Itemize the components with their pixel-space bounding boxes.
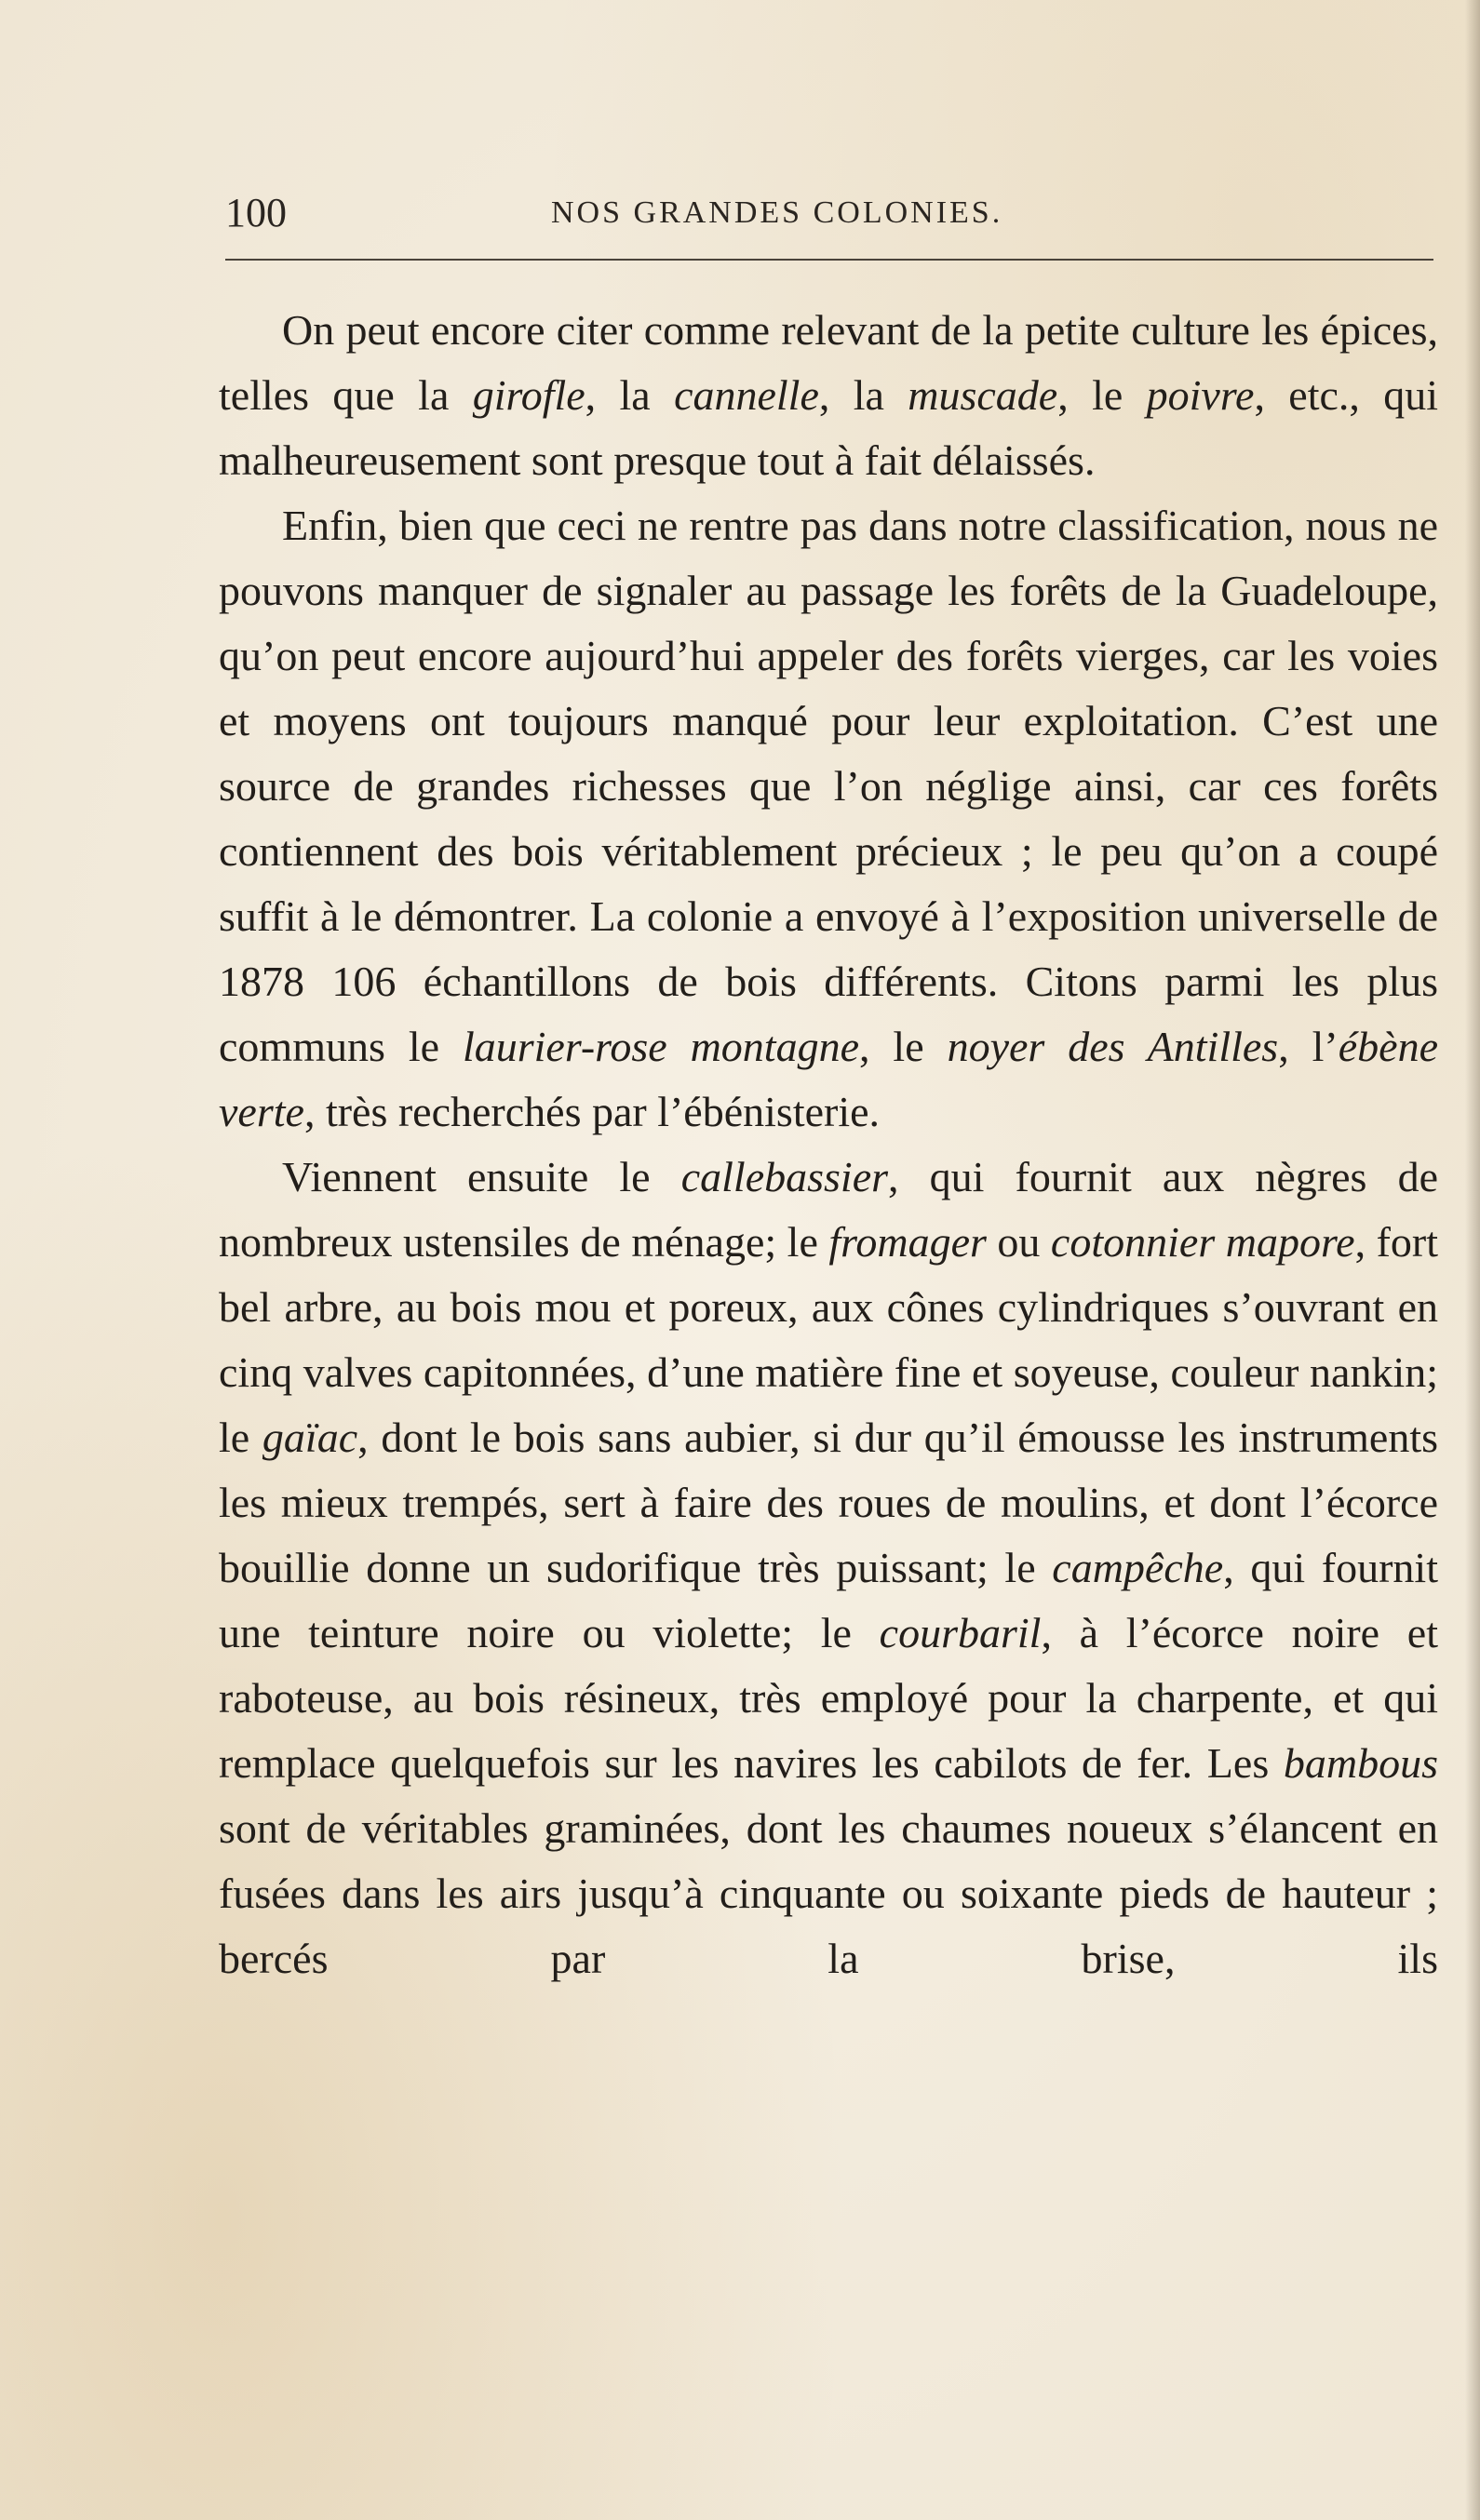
italic-term: girofle	[472, 371, 585, 419]
text-run: ou	[986, 1218, 1051, 1266]
paragraph	[219, 1145, 1438, 1991]
text-run: Viennent ensuite le	[282, 1153, 681, 1200]
text-run: , à l’écorce noire et raboteuse, au bois résineux, très employé pour la charpente, et qui remplace quelquefois sur les navires les cabilots de fer. Les	[219, 1609, 1439, 1787]
italic-term: cannelle	[674, 371, 819, 419]
text-run: , fort bel arbre, au bois mou et poreux, aux cônes cylindriques s’ouvrant en cinq valves capitonnées, d’une matière fine et soyeuse, couleur nankin; le	[219, 1218, 1438, 1461]
text-run: , très recherchés par l’ébénisterie.	[303, 1088, 881, 1135]
italic-term: campêche	[1052, 1544, 1224, 1591]
italic-term: courbaril	[879, 1609, 1042, 1656]
italic-term: fromager	[828, 1218, 987, 1266]
italic-term: ébène verte	[219, 1023, 1439, 1135]
page-header	[225, 181, 1435, 246]
text-run: , la	[585, 371, 675, 419]
text-run: , etc., qui malheureusement sont presque tout à fait délaissés.	[219, 371, 1439, 484]
paragraph	[219, 493, 1438, 1145]
italic-term: poivre	[1146, 371, 1255, 419]
text-run: , le	[859, 1023, 948, 1070]
page-edge-shadow	[1465, 0, 1480, 2520]
text-run: , qui fournit aux nègres de nombreux ustensiles de ménage; le	[219, 1153, 1438, 1266]
text-run: , la	[818, 371, 908, 419]
italic-term: callebassier	[680, 1153, 889, 1200]
text-run: , l’	[1278, 1023, 1339, 1070]
italic-term: muscade	[908, 371, 1058, 419]
italic-term: cotonnier mapore	[1050, 1218, 1355, 1266]
text-run: Enfin, bien que ceci ne rentre pas dans notre classification, nous ne pouvons manquer de signaler au passage les forêts de la Guadeloupe, qu’on peut encore aujourd’hui appeler des forêts vierges, car les voies et moyens ont toujours manqué pour leur exploitation. C’est une source de grandes richesses que l’on néglige ainsi, car ces forêts contiennent des bois véritablement précieux ; le peu qu’on a coupé suffit à le démontrer. La colonie a envoyé à l’exposition universelle de 1878 106 échantillons de bois différents. Citons parmi les plus communs le	[219, 502, 1438, 1070]
italic-term: bambous	[1283, 1739, 1438, 1787]
italic-term: laurier-rose montagne	[462, 1023, 859, 1070]
text-run: sont de véritables graminées, dont les chaumes noueux s’élancent en fusées dans les airs jusqu’à cinquante ou soixante pieds de hauteur ; bercés par la brise, ils	[219, 1804, 1438, 1982]
page-number: 100	[225, 190, 287, 235]
italic-term: noyer des Antilles	[947, 1023, 1279, 1070]
italic-term: gaïac	[262, 1414, 358, 1461]
text-run: , le	[1057, 371, 1147, 419]
text-run: On peut encore citer comme relevant de la petite culture les épices, telles que la	[219, 306, 1438, 419]
text-run: , qui fournit une teinture noire ou violette; le	[219, 1544, 1438, 1656]
paragraph	[219, 298, 1438, 493]
text-run: , dont le bois sans aubier, si dur qu’il émousse les instruments les mieux trempés, sert à faire des roues de moulins, et dont l’écorce bouillie donne un sudorifique très puissant; le	[219, 1414, 1438, 1591]
header-rule	[225, 259, 1433, 261]
running-title: NOS GRANDES COLONIES.	[551, 195, 1003, 230]
body-text	[219, 298, 1438, 1991]
